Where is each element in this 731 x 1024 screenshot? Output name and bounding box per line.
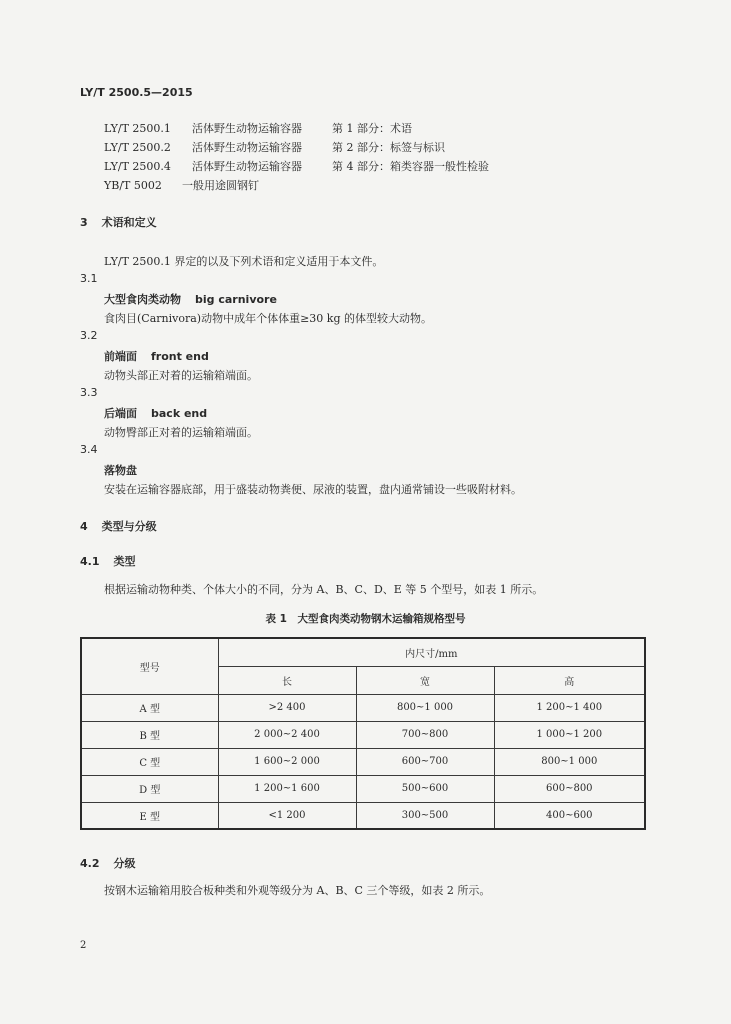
section-4-heading bbox=[80, 518, 157, 534]
table-cell-model: E 型 bbox=[81, 802, 218, 829]
table-cell-height: 1 000~1 200 bbox=[494, 721, 645, 748]
term-definition: 安装在运输容器底部，用于盛装动物粪便、尿液的装置，盘内通常铺设一些吸附材料。 bbox=[104, 483, 522, 496]
term-zh: 后端面 bbox=[104, 407, 137, 420]
term-zh: 大型食肉类动物 bbox=[104, 293, 181, 306]
table-cell-width: 500~600 bbox=[356, 775, 494, 802]
subsection-4-2-text: 按钢木运输箱用胶合板种类和外观等级分为 A、B、C 三个等级，如表 2 所示。 bbox=[104, 884, 491, 897]
table-cell-height: 1 200~1 400 bbox=[494, 694, 645, 721]
table-header-group: 内尺寸/mm bbox=[218, 638, 645, 666]
section-title: 类型与分级 bbox=[101, 520, 157, 533]
table-cell-length: 1 200~1 600 bbox=[218, 775, 356, 802]
table-header-width: 宽 bbox=[356, 666, 494, 694]
term-number: 3.4 bbox=[80, 443, 98, 456]
table-header-model: 型号 bbox=[81, 638, 218, 694]
term-en: front end bbox=[151, 350, 209, 363]
table-row bbox=[81, 721, 645, 748]
table-row bbox=[81, 748, 645, 775]
table-1-caption: 表 1 大型食肉类动物钢木运输箱规格型号 bbox=[265, 613, 466, 625]
section-number: 3 bbox=[80, 216, 88, 229]
section-3-intro: LY/T 2500.1 界定的以及下列术语和定义适用于本文件。 bbox=[104, 255, 384, 268]
term-number: 3.1 bbox=[80, 272, 98, 285]
subsection-title: 分级 bbox=[113, 857, 136, 870]
term-number: 3.2 bbox=[80, 329, 98, 342]
reference-title: 活体野生动物运输容器 bbox=[192, 122, 302, 135]
table-cell-model: C 型 bbox=[81, 748, 218, 775]
subsection-number: 4.1 bbox=[80, 555, 100, 568]
subsection-title: 类型 bbox=[113, 555, 136, 568]
table-cell-height: 400~600 bbox=[494, 802, 645, 829]
reference-code: YB/T 5002 bbox=[104, 179, 162, 192]
table-cell-model: B 型 bbox=[81, 721, 218, 748]
subsection-4-2-heading bbox=[80, 855, 136, 871]
reference-code: LY/T 2500.1 bbox=[104, 122, 171, 135]
reference-part: 第 4 部分：箱类容器一般性检验 bbox=[332, 160, 489, 173]
reference-item bbox=[104, 120, 412, 136]
section-title: 术语和定义 bbox=[101, 216, 157, 229]
table-cell-length: >2 400 bbox=[218, 694, 356, 721]
reference-item bbox=[104, 139, 445, 155]
table-cell-model: D 型 bbox=[81, 775, 218, 802]
table-header-height: 高 bbox=[494, 666, 645, 694]
subsection-4-1-heading bbox=[80, 553, 136, 569]
subsection-number: 4.2 bbox=[80, 857, 100, 870]
term-zh: 前端面 bbox=[104, 350, 137, 363]
section-number: 4 bbox=[80, 520, 88, 533]
section-3-heading bbox=[80, 214, 157, 230]
reference-part: 第 1 部分：术语 bbox=[332, 122, 412, 135]
table-header-row bbox=[81, 638, 645, 666]
table-row bbox=[81, 775, 645, 802]
table-cell-width: 600~700 bbox=[356, 748, 494, 775]
table-1 bbox=[80, 637, 646, 830]
standard-code-header: LY/T 2500.5—2015 bbox=[80, 86, 193, 99]
table-cell-model: A 型 bbox=[81, 694, 218, 721]
reference-item bbox=[104, 158, 489, 174]
term-heading bbox=[104, 405, 207, 421]
table-row bbox=[81, 802, 645, 829]
reference-item bbox=[104, 177, 259, 193]
term-definition: 食肉目(Carnivora)动物中成年个体体重≥30 kg 的体型较大动物。 bbox=[104, 312, 432, 325]
term-definition: 动物臀部正对着的运输箱端面。 bbox=[104, 426, 258, 439]
table-cell-width: 800~1 000 bbox=[356, 694, 494, 721]
reference-title: 活体野生动物运输容器 bbox=[192, 141, 302, 154]
term-en: big carnivore bbox=[195, 293, 277, 306]
reference-title: 一般用途圆钢钉 bbox=[182, 179, 259, 192]
reference-title: 活体野生动物运输容器 bbox=[192, 160, 302, 173]
table-cell-length: 1 600~2 000 bbox=[218, 748, 356, 775]
term-en: back end bbox=[151, 407, 208, 420]
subsection-4-1-text: 根据运输动物种类、个体大小的不同，分为 A、B、C、D、E 等 5 个型号，如表 1 所示。 bbox=[104, 583, 544, 596]
reference-part: 第 2 部分：标签与标识 bbox=[332, 141, 445, 154]
table-cell-width: 700~800 bbox=[356, 721, 494, 748]
table-header-length: 长 bbox=[218, 666, 356, 694]
reference-code: LY/T 2500.4 bbox=[104, 160, 171, 173]
reference-code: LY/T 2500.2 bbox=[104, 141, 171, 154]
term-definition: 动物头部正对着的运输箱端面。 bbox=[104, 369, 258, 382]
term-heading bbox=[104, 348, 209, 364]
term-heading bbox=[104, 291, 277, 307]
table-cell-width: 300~500 bbox=[356, 802, 494, 829]
table-cell-length: <1 200 bbox=[218, 802, 356, 829]
table-cell-length: 2 000~2 400 bbox=[218, 721, 356, 748]
table-cell-height: 800~1 000 bbox=[494, 748, 645, 775]
page-number: 2 bbox=[80, 940, 87, 951]
table-cell-height: 600~800 bbox=[494, 775, 645, 802]
table-row bbox=[81, 694, 645, 721]
term-number: 3.3 bbox=[80, 386, 98, 399]
term-zh: 落物盘 bbox=[104, 464, 137, 477]
